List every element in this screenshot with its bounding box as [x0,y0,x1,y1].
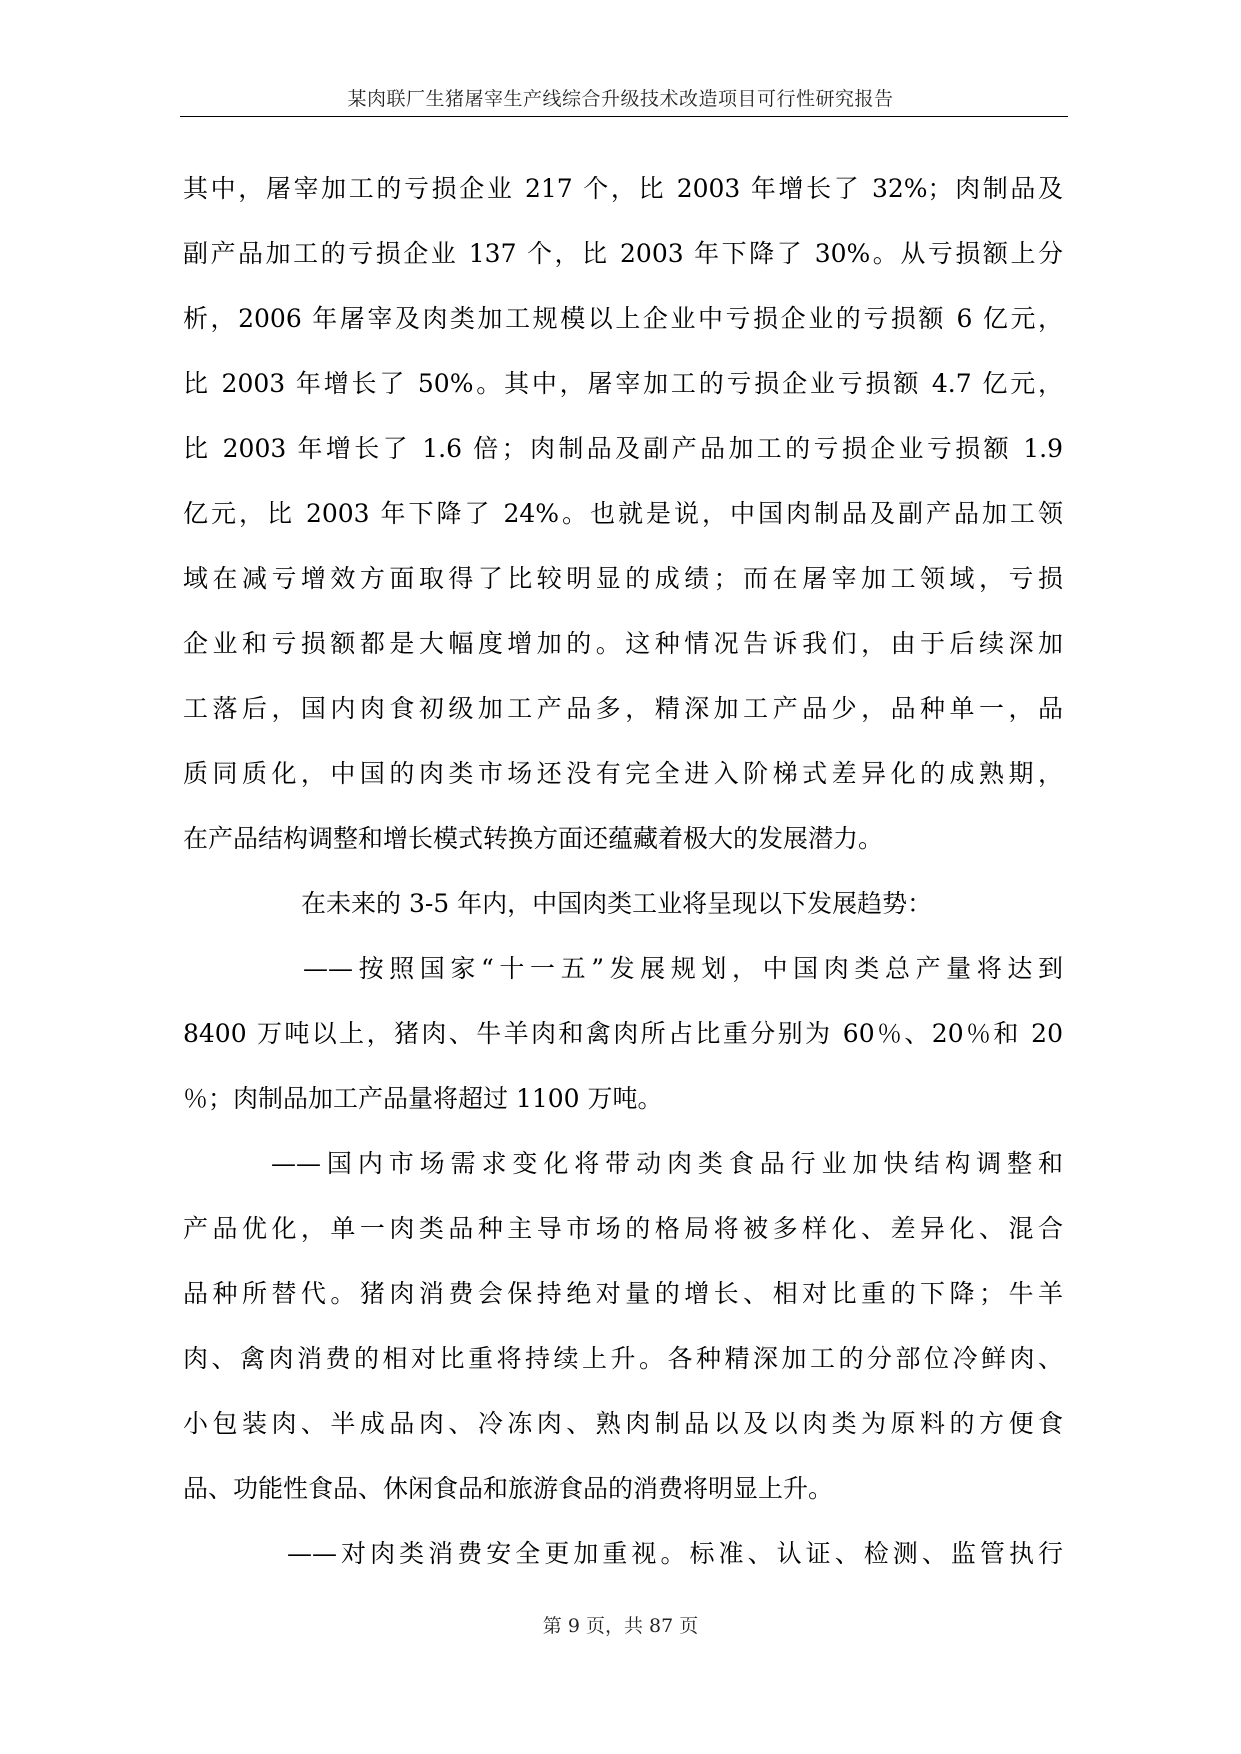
trend-item-start: ——国内市场需求变化将带动肉类食品行业加快结构调整和 [271,1149,1063,1178]
page-number: 第 9 页，共 87 页 [542,1615,699,1637]
body-line: 在产品结构调整和增长模式转换方面还蕴藏着极大的发展潜力。 [183,824,884,853]
trend-item-start: ——对肉类消费安全更加重视。标准、认证、检测、监管执行 [287,1539,1063,1568]
body-line: 品种所替代。猪肉消费会保持绝对量的增长、相对比重的下降；牛羊 [183,1279,1063,1308]
body-line: 工落后，国内肉食初级加工产品多，精深加工产品少，品种单一，品 [183,694,1063,723]
body-line: 肉、禽肉消费的相对比重将持续上升。各种精深加工的分部位冷鲜肉、 [183,1344,1063,1373]
body-line: 小包装肉、半成品肉、冷冻肉、熟肉制品以及以肉类为原料的方便食 [183,1409,1063,1438]
body-line: 亿元，比 2003 年下降了 24%。也就是说，中国肉制品及副产品加工领 [183,499,1063,528]
body-line: 比 2003 年增长了 1.6 倍；肉制品及副产品加工的亏损企业亏损额 1.9 [183,434,1063,463]
body-line: ％；肉制品加工产品量将超过 1100 万吨。 [183,1084,663,1113]
document-body [183,156,1063,1586]
body-line: 品、功能性食品、休闲食品和旅游食品的消费将明显上升。 [183,1474,834,1503]
body-line: 产品优化，单一肉类品种主导市场的格局将被多样化、差异化、混合 [183,1214,1063,1243]
header-divider [180,116,1068,117]
body-line: 质同质化，中国的肉类市场还没有完全进入阶梯式差异化的成熟期， [183,759,1063,788]
body-line: 析，2006 年屠宰及肉类加工规模以上企业中亏损企业的亏损额 6 亿元， [183,304,1063,333]
trend-item-start: ——按照国家“十一五”发展规划，中国肉类总产量将达到 [303,954,1063,983]
body-line: 其中，屠宰加工的亏损企业 217 个，比 2003 年增长了 32%；肉制品及 [183,174,1063,203]
body-line: 副产品加工的亏损企业 137 个，比 2003 年下降了 30%。从亏损额上分 [183,239,1063,268]
body-line: 比 2003 年增长了 50%。其中，屠宰加工的亏损企业亏损额 4.7 亿元， [183,369,1063,398]
trend-intro: 在未来的 3-5 年内，中国肉类工业将呈现以下发展趋势： [301,889,933,918]
body-line: 域在减亏增效方面取得了比较明显的成绩；而在屠宰加工领域，亏损 [183,564,1063,593]
running-header: 某肉联厂生猪屠宰生产线综合升级技术改造项目可行性研究报告 [347,88,894,110]
body-line: 8400 万吨以上，猪肉、牛羊肉和禽肉所占比重分别为 60％、20％和 20 [183,1019,1063,1048]
body-line: 企业和亏损额都是大幅度增加的。这种情况告诉我们，由于后续深加 [183,629,1063,658]
